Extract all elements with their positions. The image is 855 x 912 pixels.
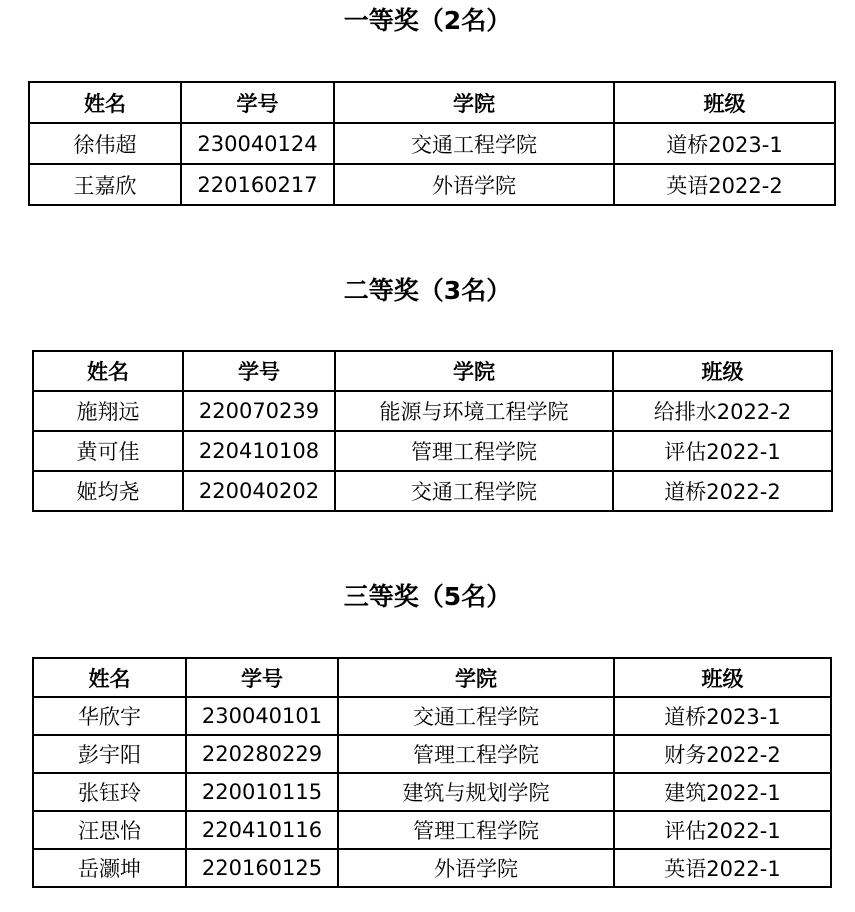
column-header-student-id: 学号 (181, 82, 334, 123)
column-header-name: 姓名 (33, 351, 183, 391)
table-row (33, 773, 831, 811)
cell-student-id: 220410116 (186, 811, 338, 849)
cell-class: 道桥2023-1 (614, 123, 835, 164)
cell-name: 姬均尧 (33, 471, 183, 511)
cell-name: 汪思怡 (33, 811, 186, 849)
cell-college: 交通工程学院 (334, 123, 614, 164)
table-row (29, 164, 835, 205)
table-header-row (33, 658, 831, 697)
table-row (33, 697, 831, 735)
cell-name: 彭宇阳 (33, 735, 186, 773)
table-header-row (33, 351, 832, 391)
column-header-student-id: 学号 (183, 351, 335, 391)
section-title-first-prize: 一等奖（2名） (343, 6, 512, 35)
cell-student-id: 220160217 (181, 164, 334, 205)
cell-college: 管理工程学院 (335, 431, 613, 471)
third-prize-table (32, 657, 832, 888)
cell-name: 岳灏坤 (33, 849, 186, 887)
cell-class: 英语2022-2 (614, 164, 835, 205)
cell-college: 外语学院 (334, 164, 614, 205)
cell-name: 黄可佳 (33, 431, 183, 471)
cell-class: 评估2022-1 (614, 811, 831, 849)
cell-class: 给排水2022-2 (613, 391, 832, 431)
cell-name: 张钰玲 (33, 773, 186, 811)
column-header-student-id: 学号 (186, 658, 338, 697)
table-row (33, 391, 832, 431)
column-header-name: 姓名 (33, 658, 186, 697)
cell-student-id: 220160125 (186, 849, 338, 887)
table-header-row (29, 82, 835, 123)
cell-college: 外语学院 (338, 849, 614, 887)
cell-name: 施翔远 (33, 391, 183, 431)
cell-student-id: 220040202 (183, 471, 335, 511)
cell-college: 能源与环境工程学院 (335, 391, 613, 431)
column-header-class: 班级 (614, 658, 831, 697)
cell-class: 英语2022-1 (614, 849, 831, 887)
column-header-name: 姓名 (29, 82, 181, 123)
cell-student-id: 220410108 (183, 431, 335, 471)
table-row (33, 811, 831, 849)
column-header-college: 学院 (335, 351, 613, 391)
section-title-third-prize: 三等奖（5名） (343, 582, 512, 611)
section-title-second-prize: 二等奖（3名） (343, 276, 512, 305)
cell-class: 评估2022-1 (613, 431, 832, 471)
cell-student-id: 220280229 (186, 735, 338, 773)
cell-college: 管理工程学院 (338, 735, 614, 773)
cell-name: 徐伟超 (29, 123, 181, 164)
cell-class: 道桥2022-2 (613, 471, 832, 511)
cell-name: 王嘉欣 (29, 164, 181, 205)
cell-student-id: 220010115 (186, 773, 338, 811)
cell-student-id: 230040101 (186, 697, 338, 735)
cell-college: 交通工程学院 (338, 697, 614, 735)
cell-college: 管理工程学院 (338, 811, 614, 849)
cell-class: 财务2022-2 (614, 735, 831, 773)
table-row (33, 735, 831, 773)
second-prize-table (32, 350, 833, 512)
column-header-college: 学院 (338, 658, 614, 697)
cell-college: 建筑与规划学院 (338, 773, 614, 811)
cell-student-id: 220070239 (183, 391, 335, 431)
table-row (33, 471, 832, 511)
column-header-class: 班级 (614, 82, 835, 123)
cell-name: 华欣宇 (33, 697, 186, 735)
table-row (33, 849, 831, 887)
column-header-college: 学院 (334, 82, 614, 123)
cell-class: 道桥2023-1 (614, 697, 831, 735)
cell-class: 建筑2022-1 (614, 773, 831, 811)
table-row (33, 431, 832, 471)
column-header-class: 班级 (613, 351, 832, 391)
first-prize-table (28, 81, 836, 206)
cell-student-id: 230040124 (181, 123, 334, 164)
cell-college: 交通工程学院 (335, 471, 613, 511)
table-row (29, 123, 835, 164)
